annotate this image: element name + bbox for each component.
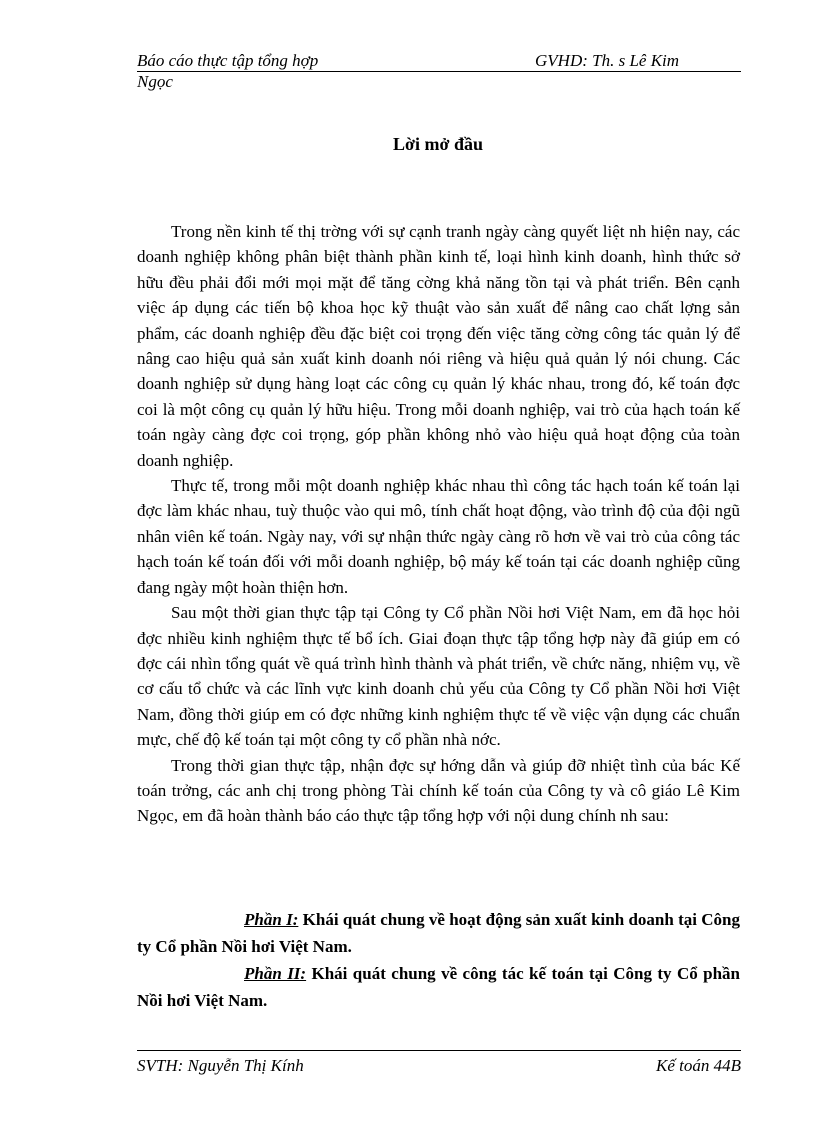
- footer-divider: [137, 1050, 741, 1051]
- footer-class: Kế toán 44B: [656, 1056, 741, 1075]
- paragraph-3: Sau một thời gian thực tập tại Công ty Cổ phần Nồi hơi Việt Nam, em đã học hỏi đợc nhiều kinh nghiệm thực tế bổ ích. Giai đoạn thực tập tổng hợp này đã giúp em có đợc cái nhìn tổng quát về quá trình hình thành và phát triển, về chức năng, nhiệm vụ, về cơ cấu tổ chức và các lĩnh vực kinh doanh chủ yếu của Công ty Cổ phần Nồi hơi Việt Nam, đồng thời giúp em có đợc những kinh nghiệm thực tế về việc vận dụng các chuẩn mực, chế độ kế toán tại một công ty cổ phần nhà nớc.: [137, 603, 740, 750]
- body-text: [137, 219, 740, 829]
- part-2-label: Phần II:: [244, 964, 307, 983]
- part-2: [137, 960, 740, 1014]
- footer-student: SVTH: Nguyễn Thị Kính: [137, 1056, 304, 1075]
- part-2-text: Khái quát chung về công tác kế toán tại Công ty Cổ phần Nồi hơi Việt Nam.: [137, 964, 740, 1010]
- report-parts: [137, 906, 740, 1014]
- header-divider: [137, 71, 741, 72]
- part-1-label: Phần I:: [244, 910, 299, 929]
- paragraph-2: Thực tế, trong mỗi một doanh nghiệp khác nhau thì công tác hạch toán kế toán lại đợc làm khác nhau, tuỳ thuộc vào qui mô, tính chất hoạt động, vào trình độ của đội ngũ nhân viên kế toán. Ngày nay, với sự nhận thức ngày càng rõ hơn về vai trò của công tác hạch toán kế toán đối với mỗi doanh nghiệp, bộ máy kế toán tại các doanh nghiệp cũng đang ngày một hoàn thiện hơn.: [137, 476, 740, 597]
- paragraph-4: Trong thời gian thực tập, nhận đợc sự hớng dẫn và giúp đỡ nhiệt tình của bác Kế toán trởng, các anh chị trong phòng Tài chính kế toán của Công ty và cô giáo Lê Kim Ngọc, em đã hoàn thành báo cáo thực tập tổng hợp với nội dung chính nh sau:: [137, 755, 740, 826]
- part-1: [137, 906, 740, 960]
- part-1-text: Khái quát chung về hoạt động sản xuất kinh doanh tại Công ty Cổ phần Nồi hơi Việt Nam.: [137, 910, 740, 956]
- header-supervisor: GVHD: Th. s Lê Kim: [535, 51, 680, 70]
- header-supervisor-continuation: Ngọc: [137, 72, 173, 91]
- paragraph-1: Trong nền kinh tế thị trờng với sự cạnh tranh ngày càng quyết liệt nh hiện nay, các doanh nghiệp không phân biệt thành phần kinh tế, loại hình kinh doanh, hình thức sở hữu đều phải đổi mới mọi mặt để tăng cờng khả năng tồn tại và phát triển. Bên cạnh việc áp dụng các tiến bộ khoa học kỹ thuật vào sản xuất để nâng cao chất lợng sản phẩm, các doanh nghiệp đều đặc biệt coi trọng đến việc tăng cờng công tác quản lý để nâng cao hiệu quả sản xuất kinh doanh nói riêng và hiệu quả quản lý nói chung. Các doanh nghiệp sử dụng hàng loạt các công cụ quản lý khác nhau, trong đó, kế toán đợc coi là một công cụ quản lý hữu hiệu. Trong mỗi doanh nghiệp, vai trò của hạch toán kế toán ngày càng đợc coi trọng, góp phần không nhỏ vào hiệu quả hoạt động của toàn doanh nghiệp.: [137, 222, 740, 470]
- header-report-title: Báo cáo thực tập tổng hợp: [137, 51, 319, 70]
- page-title: Lời mở đầu: [393, 134, 483, 154]
